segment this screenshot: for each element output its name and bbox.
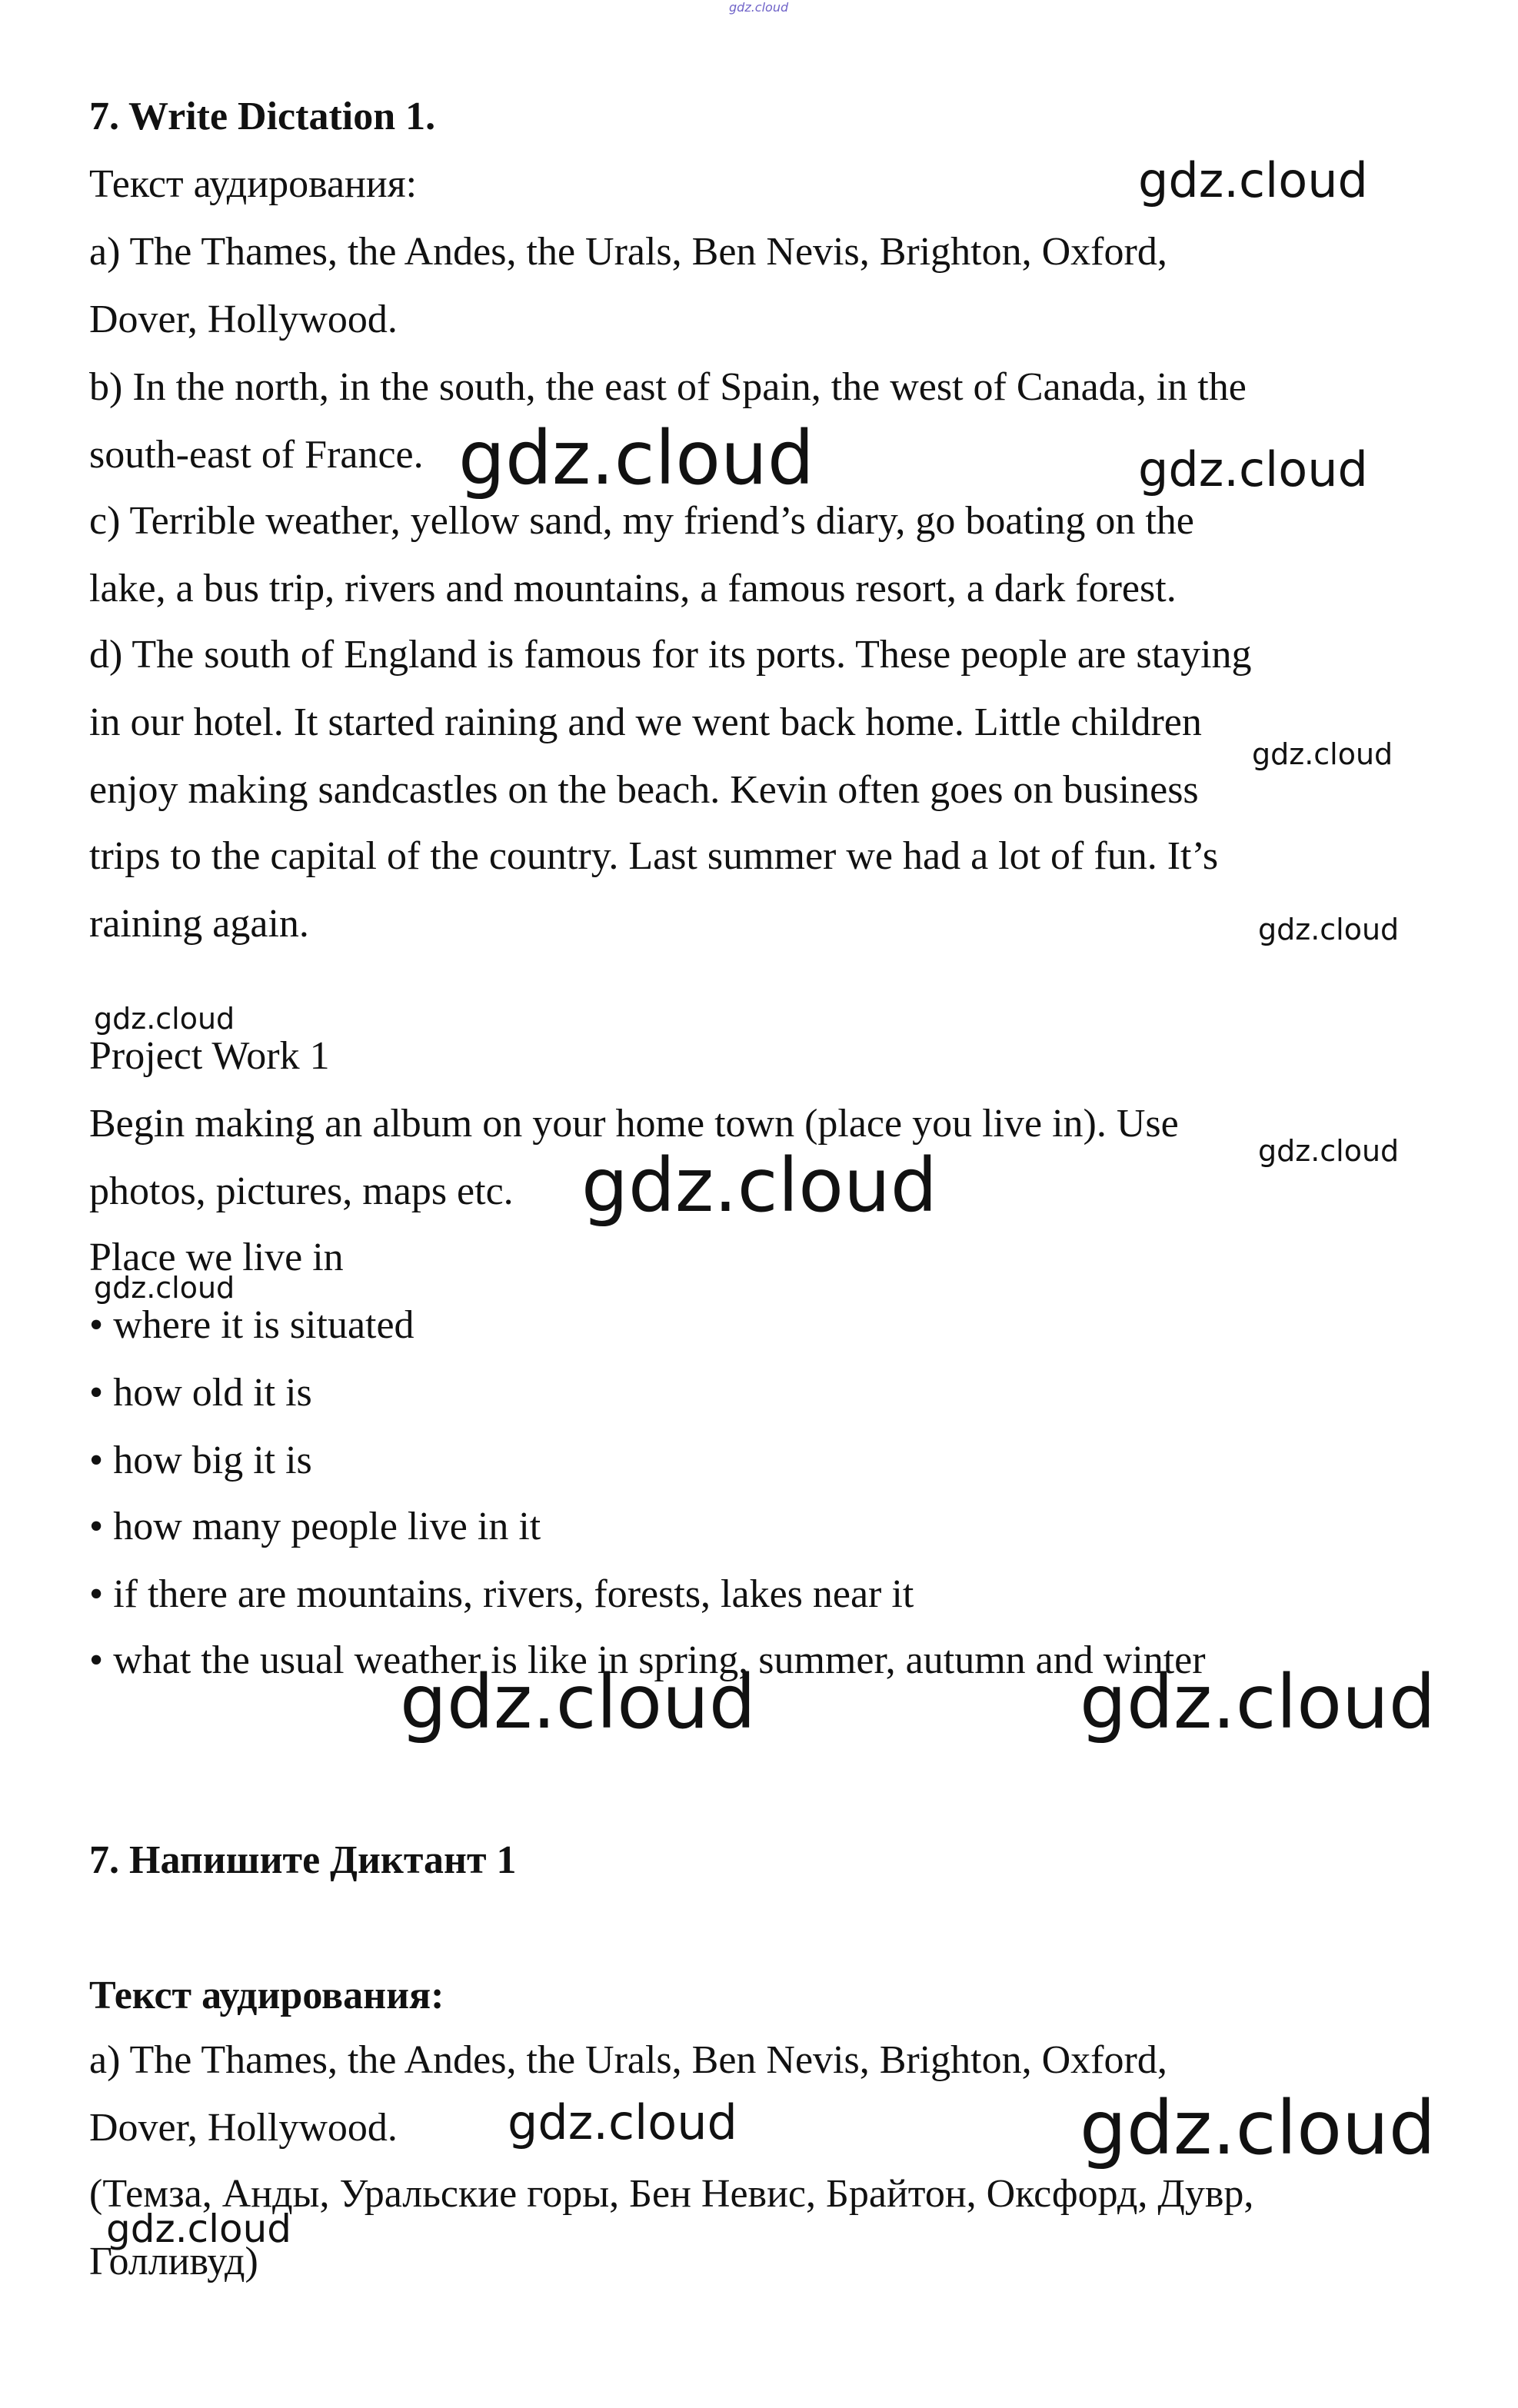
section1-line-a1: a) The Thames, the Andes, the Urals, Ben Nevis, Brighton, Oxford,: [89, 230, 1167, 274]
top-watermark: gdz.cloud: [729, 0, 789, 15]
section1-line-b2: south-east of France.: [89, 433, 424, 477]
watermark: gdz.cloud: [400, 1659, 756, 1745]
project-bullet-2: • how old it is: [89, 1371, 312, 1415]
section2-line-a1: a) The Thames, the Andes, the Urals, Ben Nevis, Brighton, Oxford,: [89, 2038, 1167, 2082]
section2-line-a2: Dover, Hollywood.: [89, 2106, 398, 2150]
project-bullet-4: • how many people live in it: [89, 1505, 541, 1548]
project-bullet-6: • what the usual weather is like in spring, summer, autumn and winter: [89, 1638, 1206, 1682]
watermark: gdz.cloud: [581, 1142, 937, 1229]
project-line-2: photos, pictures, maps etc.: [89, 1169, 514, 1213]
section1-line-d5: raining again.: [89, 902, 309, 946]
project-bullet-3: • how big it is: [89, 1438, 312, 1482]
project-line-1: Begin making an album on your home town (place you live in). Use: [89, 1102, 1179, 1146]
project-subheading: Place we live in: [89, 1236, 344, 1279]
section1-heading: 7. Write Dictation 1.: [89, 95, 436, 138]
project-bullet-5: • if there are mountains, rivers, forests, lakes near it: [89, 1572, 914, 1616]
watermark: gdz.cloud: [1258, 1134, 1400, 1168]
section1-line-d2: in our hotel. It started raining and we went back home. Little children: [89, 700, 1202, 744]
section1-line-d3: enjoy making sandcastles on the beach. Kevin often goes on business: [89, 768, 1199, 812]
watermark: gdz.cloud: [94, 1271, 235, 1305]
section1-line-c2: lake, a bus trip, rivers and mountains, a famous resort, a dark forest.: [89, 567, 1177, 610]
watermark: gdz.cloud: [508, 2094, 737, 2150]
watermark: gdz.cloud: [1252, 737, 1393, 771]
section2-label: Текст аудирования:: [89, 1974, 444, 2017]
section1-line-b1: b) In the north, in the south, the east of Spain, the west of Canada, in the: [89, 365, 1247, 409]
watermark: gdz.cloud: [458, 415, 814, 501]
section2-line-a4: Голливуд): [89, 2240, 258, 2283]
watermark: gdz.cloud: [94, 1002, 235, 1036]
section1-line-d1: d) The south of England is famous for its ports. These people are staying: [89, 633, 1252, 677]
section1-label: Текст аудирования:: [89, 162, 418, 206]
project-bullet-1: • where it is situated: [89, 1303, 414, 1347]
section2-heading: 7. Напишите Диктант 1: [89, 1838, 517, 1882]
project-title: Project Work 1: [89, 1034, 330, 1078]
watermark: gdz.cloud: [106, 2207, 292, 2251]
watermark: gdz.cloud: [1138, 152, 1368, 208]
watermark: gdz.cloud: [1258, 913, 1400, 946]
watermark: gdz.cloud: [1138, 441, 1368, 497]
section2-line-a3: (Темза, Анды, Уральские горы, Бен Невис, Брайтон, Оксфорд, Дувр,: [89, 2172, 1254, 2216]
section1-line-d4: trips to the capital of the country. Last summer we had a lot of fun. It’s: [89, 834, 1219, 878]
section1-line-a2: Dover, Hollywood.: [89, 298, 398, 341]
watermark: gdz.cloud: [1080, 1659, 1436, 1745]
section1-line-c1: c) Terrible weather, yellow sand, my friend’s diary, go boating on the: [89, 499, 1194, 543]
watermark: gdz.cloud: [1080, 2085, 1436, 2171]
